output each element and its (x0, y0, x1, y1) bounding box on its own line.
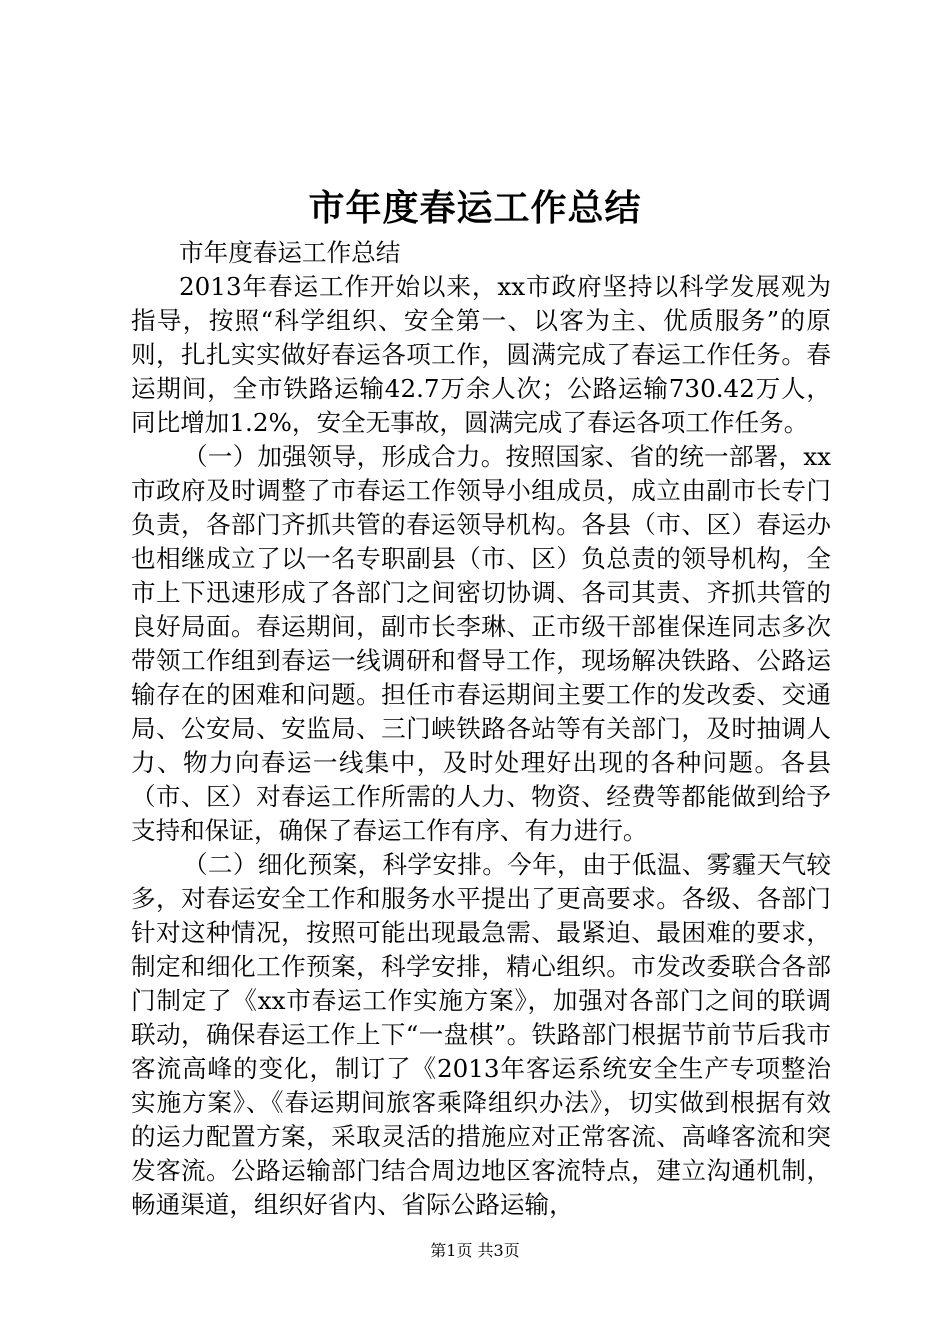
document-body (131, 236, 831, 1222)
document-title: 市年度春运工作总结 (308, 187, 642, 229)
document-subtitle: 市年度春运工作总结 (179, 238, 401, 267)
paragraph-section-1: （一）加强领导，形成合力。按照国家、省的统一部署，xx市政府及时调整了市春运工作领导小组成员，成立由副市长专门负责，各部门齐抓共管的春运领导机构。各县（市、区）春运办也相继成立了以一名专职副县（市、区）负总责的领导机构，全市上下迅速形成了各部门之间密切协调、各司其责、齐抓共管的良好局面。春运期间，副市长李琳、正市级干部崔保连同志多次带领工作组到春运一线调研和督导工作，现场解决铁路、公路运输存在的困难和问题。担任市春运期间主要工作的发改委、交通局、公安局、安监局、三门峡铁路各站等有关部门，及时抽调人力、物力向春运一线集中，及时处理好出现的各种问题。各县（市、区）对春运工作所需的人力、物资、经费等都能做到给予支持和保证，确保了春运工作有序、有力进行。 (131, 442, 831, 845)
paragraph-section-2: （二）细化预案，科学安排。今年，由于低温、雾霾天气较多，对春运安全工作和服务水平提出了更高要求。各级、各部门针对这种情况，按照可能出现最急需、最紧迫、最困难的要求，制定和细化工作预案，科学安排，精心组织。市发改委联合各部门制定了《xx市春运工作实施方案》，加强对各部门之间的联调联动，确保春运工作上下“一盘棋”。铁路部门根据节前节后我市客流高峰的变化，制订了《2013年客运系统安全生产专项整治实施方案》、《春运期间旅客乘降组织办法》，切实做到根据有效的运力配置方案，采取灵活的措施应对正常客流、高峰客流和突发客流。公路运输部门结合周边地区客流特点，建立沟通机制，畅通渠道，组织好省内、省际公路运输， (131, 850, 831, 1219)
page-footer: 第1页 共3页 (430, 1241, 520, 1260)
paragraph-intro: 2013年春运工作开始以来，xx市政府坚持以科学发展观为指导，按照“科学组织、安全第一、以客为主、优质服务”的原则，扎扎实实做好春运各项工作，圆满完成了春运工作任务。春运期间，全市铁路运输42.7万余人次；公路运输730.42万人，同比增加1.2%，安全无事故，圆满完成了春运各项工作任务。 (131, 272, 831, 437)
